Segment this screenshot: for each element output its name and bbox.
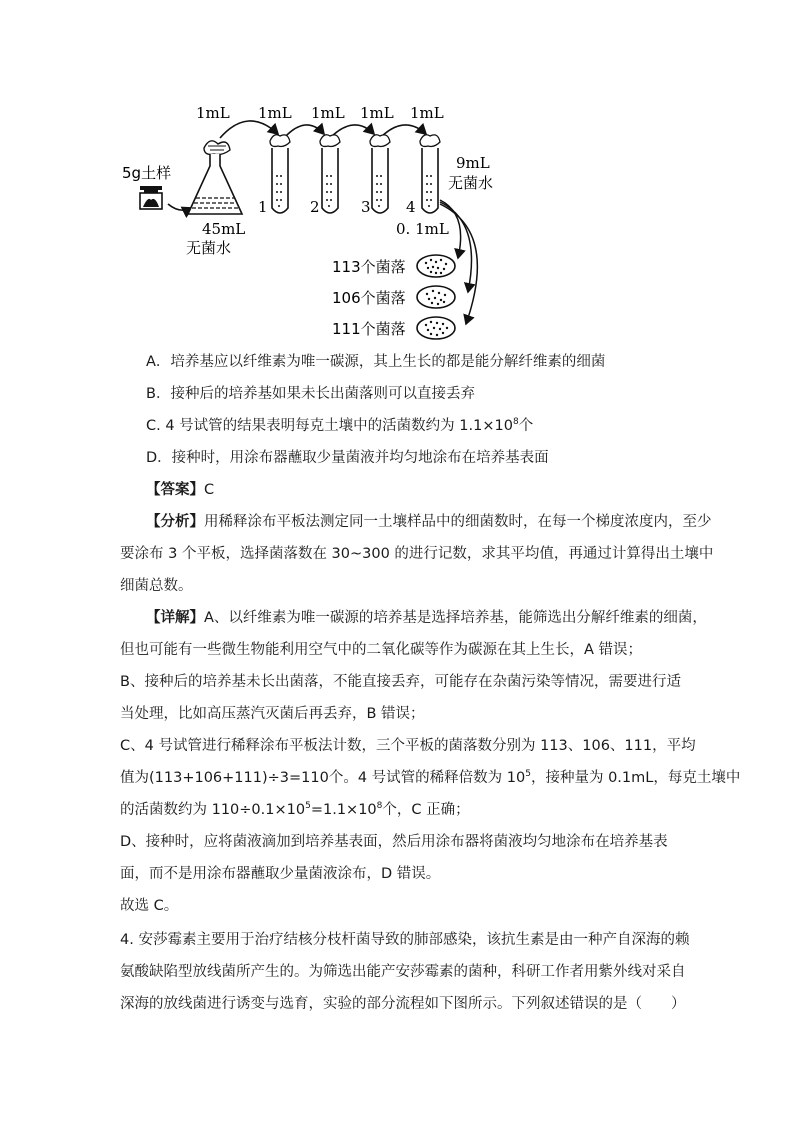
option-c	[146, 416, 533, 436]
dilution-diagram	[118, 96, 518, 346]
detail-c3-exponent-1: 5	[305, 801, 311, 812]
answer-label: 【答案】	[146, 482, 204, 498]
tube-water-label: 无菌水	[448, 174, 494, 192]
colony-count-2: 106个菌落	[332, 289, 406, 307]
transfer-label-4: 1mL	[360, 104, 394, 122]
answer-value: C	[204, 482, 215, 498]
flask-water-label: 无菌水	[186, 239, 232, 257]
option-a: A．培养基应以纤维素为唯一碳源，其上生长的都是能分解纤维素的细菌	[146, 354, 606, 370]
soil-sample-label: 5g土样	[122, 164, 172, 182]
tube-number-3: 3	[361, 198, 371, 216]
tube-number-4: 4	[406, 198, 416, 216]
soil-container-icon	[140, 186, 162, 209]
detail-c3-mid: =1.1×10	[310, 802, 377, 818]
petri-dish-3	[417, 317, 455, 339]
question-4-line-3: 深海的放线菌进行诱变与选育，实验的部分流程如下图所示。下列叙述错误的是（ ）	[120, 996, 686, 1012]
detail-line-c3	[120, 800, 470, 820]
analysis-line-2: 要涂布 3 个平板，选择菌落数在 30~300 的进行记数，求其平均值，再通过计算得出土壤中	[120, 546, 714, 562]
detail-line-b2: 当处理，比如高压蒸汽灭菌后再丢弃，B 错误；	[120, 706, 425, 722]
petri-dish-1	[417, 255, 455, 277]
transfer-label-2: 1mL	[258, 104, 292, 122]
question-4-line-2: 氨酸缺陷型放线菌所产生的。为筛选出能产安莎霉素的菌种，科研工作者用紫外线对采自	[120, 964, 686, 980]
test-tube-3	[370, 135, 390, 213]
test-tube-2	[320, 135, 340, 213]
colony-count-1: 113个菌落	[332, 258, 406, 276]
detail-line-b1: B、接种后的培养基未长出菌落，不能直接丢弃，可能存在杂菌污染等情况，需要进行适	[120, 674, 681, 690]
detail-c3-text: 的活菌数约为 110÷0.1×10	[120, 802, 306, 818]
plating-volume-label: 0. 1mL	[396, 220, 449, 238]
detail-label: 【详解】	[146, 610, 204, 626]
tube-number-2: 2	[310, 198, 320, 216]
test-tube-1	[270, 135, 290, 213]
transfer-label-5: 1mL	[410, 104, 444, 122]
petri-dish-2	[417, 286, 455, 308]
option-c-exponent: 8	[512, 417, 519, 428]
transfer-label-1: 1mL	[196, 104, 230, 122]
transfer-arrow-1	[220, 121, 278, 138]
transfer-arrow-2	[284, 125, 324, 138]
detail-c3-exponent-2: 8	[376, 801, 383, 812]
tube-number-1: 1	[258, 198, 268, 216]
test-tube-4	[420, 135, 440, 213]
tube-volume-label: 9mL	[456, 154, 490, 172]
detail-line-c2	[120, 768, 740, 788]
analysis-label: 【分析】	[146, 514, 204, 530]
detail-c2-text: 值为(113+106+111)÷3=110个。4 号试管的稀释倍数为 10	[120, 770, 526, 786]
detail-c3-tail: 个，C 正确；	[382, 802, 470, 818]
analysis-line-3: 细菌总数。	[120, 578, 193, 594]
colony-count-3: 111个菌落	[332, 320, 406, 338]
flask-icon	[188, 141, 242, 214]
detail-line-c1: C、4 号试管进行稀释涂布平板法计数，三个平板的菌落数分别为 113、106、111，平均	[120, 738, 696, 754]
answer-line	[146, 480, 214, 500]
detail-line-d2: 面，而不是用涂布器蘸取少量菌液涂布，D 错误。	[120, 866, 441, 882]
detail-conclusion: 故选 C。	[120, 898, 179, 914]
detail-c2-exponent: 5	[525, 769, 531, 780]
option-c-unit: 个	[518, 418, 534, 434]
detail-a1-text: A、以纤维素为唯一碳源的培养基是选择培养基，能筛选出分解纤维素的细菌，	[204, 610, 707, 626]
detail-c2-tail: ，接种量为 0.1mL，每克土壤中	[530, 770, 741, 786]
detail-line-d1: D、接种时，应将菌液滴加到培养基表面，然后用涂布器将菌液均匀地涂布在培养基表	[120, 834, 668, 850]
option-d: D．接种时，用涂布器蘸取少量菌液并均匀地涂布在培养基表面	[146, 450, 549, 466]
soil-arrow	[168, 204, 192, 210]
option-b: B．接种后的培养基如果未长出菌落则可以直接丢弃	[146, 386, 475, 402]
detail-line-a1	[146, 608, 707, 628]
option-c-text: C. 4 号试管的结果表明每克土壤中的活菌数约为 1.1×10	[146, 418, 513, 434]
flask-volume-label: 45mL	[202, 220, 246, 238]
analysis-text-1: 用稀释涂布平板法测定同一土壤样品中的细菌数时，在每一个梯度浓度内，至少	[204, 514, 712, 530]
detail-line-a2: 但也可能有一些微生物能利用空气中的二氧化碳等作为碳源在其上生长，A 错误；	[120, 642, 643, 658]
question-4-line-1: 4. 安莎霉素主要用于治疗结核分枝杆菌导致的肺部感染，该抗生素是由一种产自深海的赖	[120, 932, 690, 948]
transfer-label-3: 1mL	[311, 104, 345, 122]
analysis-line-1	[146, 512, 712, 532]
